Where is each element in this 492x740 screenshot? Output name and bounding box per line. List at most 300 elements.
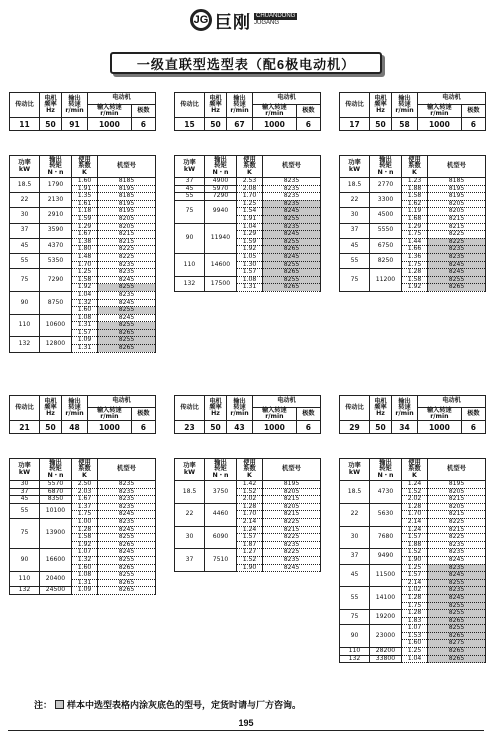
torque-header: 输出 转矩 N・n	[40, 459, 72, 481]
torque-cell: 5550	[370, 223, 402, 238]
power-cell: 75	[340, 269, 370, 292]
factor-cell: 1.30	[237, 261, 263, 269]
ratio-value: 23	[175, 421, 205, 434]
table-row	[10, 178, 156, 186]
model-cell: 8225	[263, 518, 321, 526]
factor-cell: 1.28	[72, 526, 98, 534]
poles-value: 6	[296, 118, 320, 131]
model-cell: 8235	[98, 261, 156, 269]
poles-value: 6	[296, 421, 320, 434]
torque-cell: 11940	[205, 223, 237, 253]
power-cell: 18.5	[340, 481, 370, 504]
power-cell: 22	[340, 503, 370, 526]
factor-cell: 1.52	[402, 488, 428, 496]
factor-cell: 1.88	[402, 541, 428, 549]
in-speed-value: 1000	[88, 118, 132, 131]
torque-cell: 3590	[40, 223, 72, 238]
spec-table	[9, 92, 156, 131]
power-cell: 90	[340, 625, 370, 648]
factor-cell: 1.57	[237, 534, 263, 542]
factor-cell: 1.75	[402, 602, 428, 610]
motor-header: 电动机	[418, 396, 486, 408]
model-header: 机型号	[98, 459, 156, 481]
in-speed-value: 1000	[88, 421, 132, 434]
factor-header: 使用 系数 K	[402, 459, 428, 481]
model-block	[174, 155, 321, 292]
factor-cell: 1.24	[402, 481, 428, 489]
spec-table	[174, 395, 321, 434]
torque-cell: 7680	[370, 526, 402, 549]
power-cell: 45	[340, 238, 370, 253]
motor-header: 电动机	[88, 396, 156, 408]
factor-cell: 1.90	[402, 556, 428, 564]
torque-cell: 11500	[370, 564, 402, 587]
in-speed-header: 输入转速 r/min	[418, 105, 462, 118]
model-header: 机型号	[263, 156, 321, 178]
model-cell: 8265	[98, 564, 156, 572]
power-header: 功率 kW	[340, 156, 370, 178]
factor-cell: 1.29	[72, 223, 98, 231]
table-row	[10, 253, 156, 261]
factor-cell: 1.32	[72, 556, 98, 564]
factor-cell: 1.58	[402, 193, 428, 201]
model-cell: 8215	[428, 215, 486, 223]
model-cell: 8205	[98, 223, 156, 231]
poles-header: 极数	[131, 105, 155, 118]
factor-header: 使用 系数 K	[237, 459, 263, 481]
power-cell: 37	[175, 178, 205, 186]
factor-cell: 1.61	[72, 200, 98, 208]
model-cell: 8255	[98, 556, 156, 564]
torque-cell: 10600	[40, 314, 72, 337]
factor-cell: 1.80	[72, 246, 98, 254]
brand-name-en	[254, 13, 297, 27]
model-cell: 8255	[98, 572, 156, 580]
model-cell: 8235	[98, 291, 156, 299]
torque-cell: 6870	[40, 488, 72, 496]
torque-cell: 4900	[205, 178, 237, 186]
ratio-value: 17	[340, 118, 370, 131]
model-cell: 8215	[428, 526, 486, 534]
model-cell: 8235	[428, 253, 486, 261]
brand-en-bottom: JUGANG	[254, 20, 280, 26]
factor-cell: 1.91	[237, 215, 263, 223]
model-cell: 8255	[98, 534, 156, 542]
power-header: 功率 kW	[175, 459, 205, 481]
torque-cell: 3300	[370, 193, 402, 208]
factor-cell: 2.03	[72, 488, 98, 496]
out-speed-value: 67	[227, 118, 253, 131]
torque-cell: 14100	[370, 587, 402, 610]
model-cell: 8195	[98, 208, 156, 216]
brand-mark-text: JG	[193, 14, 209, 26]
factor-cell: 1.19	[402, 208, 428, 216]
model-cell: 8195	[98, 200, 156, 208]
model-cell: 8205	[428, 503, 486, 511]
factor-cell: 1.75	[402, 261, 428, 269]
factor-cell: 1.92	[72, 284, 98, 292]
model-table	[174, 458, 321, 572]
ratio-header: 传动比	[175, 396, 205, 421]
in-speed-header: 输入转速 r/min	[253, 408, 297, 421]
model-cell: 8185	[98, 178, 156, 186]
model-cell: 8205	[263, 488, 321, 496]
model-cell: 8225	[428, 231, 486, 239]
factor-cell: 1.62	[402, 200, 428, 208]
poles-header: 极数	[461, 105, 485, 118]
torque-cell: 4370	[40, 238, 72, 253]
factor-cell: 1.38	[72, 238, 98, 246]
factor-cell: 2.14	[402, 579, 428, 587]
poles-value: 6	[461, 421, 485, 434]
ratio-header: 传动比	[340, 396, 370, 421]
power-cell: 55	[340, 587, 370, 610]
model-cell: 8245	[98, 549, 156, 557]
power-cell: 132	[10, 337, 40, 352]
torque-cell: 5630	[370, 503, 402, 526]
factor-cell: 2.14	[237, 518, 263, 526]
model-cell: 8255	[428, 276, 486, 284]
model-table	[9, 458, 156, 595]
freq-value: 50	[40, 118, 62, 131]
model-cell: 8255	[428, 579, 486, 587]
factor-cell: 1.07	[72, 549, 98, 557]
factor-cell: 1.35	[72, 193, 98, 201]
factor-cell: 1.57	[402, 572, 428, 580]
model-cell: 8235	[98, 269, 156, 277]
factor-cell: 1.00	[72, 518, 98, 526]
out-speed-header: 输出 转速 r/min	[62, 93, 88, 118]
factor-cell: 1.07	[402, 625, 428, 633]
model-cell: 8235	[98, 518, 156, 526]
factor-cell: 1.92	[72, 541, 98, 549]
power-cell: 30	[10, 481, 40, 489]
model-cell: 8235	[263, 223, 321, 231]
factor-cell: 1.28	[402, 503, 428, 511]
ratio-header: 传动比	[340, 93, 370, 118]
torque-cell: 1790	[40, 178, 72, 193]
in-speed-header: 输入转速 r/min	[88, 408, 132, 421]
model-cell: 8235	[428, 549, 486, 557]
torque-cell: 4730	[370, 481, 402, 504]
factor-cell: 1.67	[72, 496, 98, 504]
model-cell: 8275	[428, 640, 486, 648]
model-cell: 8265	[98, 541, 156, 549]
torque-header: 输出 转矩 N・n	[40, 156, 72, 178]
power-cell: 110	[10, 572, 40, 587]
in-speed-value: 1000	[418, 118, 462, 131]
model-cell: 8245	[428, 261, 486, 269]
spec-table	[339, 395, 486, 434]
factor-cell: 1.25	[402, 564, 428, 572]
power-cell: 37	[10, 488, 40, 496]
torque-cell: 5570	[40, 481, 72, 489]
power-cell: 75	[340, 610, 370, 625]
factor-cell: 1.37	[72, 503, 98, 511]
freq-header: 电机 频率 Hz	[370, 396, 392, 421]
factor-cell: 1.02	[402, 587, 428, 595]
freq-value: 50	[370, 421, 392, 434]
factor-cell: 1.59	[72, 215, 98, 223]
motor-header: 电动机	[253, 93, 321, 105]
model-block	[339, 458, 486, 663]
power-cell: 45	[10, 238, 40, 253]
model-cell: 8265	[263, 246, 321, 254]
factor-cell: 1.54	[237, 208, 263, 216]
brand-logo	[190, 8, 320, 32]
power-cell: 45	[175, 185, 205, 193]
factor-cell: 1.25	[72, 269, 98, 277]
model-header: 机型号	[263, 459, 321, 481]
power-cell: 55	[175, 193, 205, 201]
factor-cell: 1.59	[237, 238, 263, 246]
out-speed-header: 输出 转速 r/min	[62, 396, 88, 421]
factor-cell: 2.50	[72, 481, 98, 489]
model-cell: 8235	[98, 488, 156, 496]
table-row	[175, 481, 321, 489]
model-block	[339, 155, 486, 292]
factor-cell: 2.08	[237, 185, 263, 193]
torque-header: 输出 转矩 N・n	[205, 156, 237, 178]
model-cell: 8215	[98, 238, 156, 246]
poles-header: 极数	[296, 408, 320, 421]
poles-header: 极数	[131, 408, 155, 421]
power-cell: 90	[10, 549, 40, 572]
model-cell: 8235	[263, 178, 321, 186]
model-cell: 8255	[98, 322, 156, 330]
power-cell: 110	[340, 648, 370, 656]
torque-cell: 12800	[40, 337, 72, 352]
model-cell: 8245	[98, 276, 156, 284]
model-cell: 8195	[428, 185, 486, 193]
footnote-text: 样本中选型表格内涂灰底色的型号，定货时请与厂方咨询。	[67, 700, 302, 710]
spec-block	[174, 92, 321, 131]
freq-header: 电机 频率 Hz	[205, 93, 227, 118]
power-cell: 110	[175, 253, 205, 276]
factor-cell: 1.57	[402, 534, 428, 542]
factor-cell: 1.57	[237, 269, 263, 277]
torque-cell: 4500	[370, 208, 402, 223]
model-cell: 8255	[98, 307, 156, 315]
factor-cell: 1.88	[402, 185, 428, 193]
model-header: 机型号	[98, 156, 156, 178]
model-cell: 8235	[98, 481, 156, 489]
model-cell: 8265	[428, 648, 486, 656]
ratio-value: 29	[340, 421, 370, 434]
power-cell: 30	[10, 208, 40, 223]
factor-cell: 1.36	[402, 253, 428, 261]
power-cell: 18.5	[10, 178, 40, 193]
model-cell: 8265	[98, 579, 156, 587]
factor-cell: 1.24	[402, 526, 428, 534]
model-cell: 8265	[263, 269, 321, 277]
model-cell: 8255	[98, 337, 156, 345]
power-header: 功率 kW	[340, 459, 370, 481]
torque-cell: 33800	[370, 655, 402, 663]
out-speed-header: 输出 转速 r/min	[227, 93, 253, 118]
page-title: 一级直联型选型表（配6极电动机）	[110, 52, 382, 74]
model-header: 机型号	[428, 156, 486, 178]
in-speed-header: 输入转速 r/min	[88, 105, 132, 118]
factor-cell: 1.28	[402, 610, 428, 618]
model-cell: 8245	[428, 572, 486, 580]
model-table	[339, 155, 486, 292]
model-cell: 8245	[263, 231, 321, 239]
freq-value: 50	[205, 421, 227, 434]
torque-cell: 19200	[370, 610, 402, 625]
factor-cell: 1.75	[72, 511, 98, 519]
factor-cell: 2.02	[237, 496, 263, 504]
model-cell: 8245	[98, 299, 156, 307]
model-table	[9, 155, 156, 353]
factor-cell: 1.83	[402, 617, 428, 625]
brand-mark-icon	[190, 9, 212, 31]
power-cell: 90	[175, 223, 205, 253]
model-cell: 8195	[263, 481, 321, 489]
factor-cell: 1.92	[402, 284, 428, 292]
spec-block	[9, 92, 156, 131]
out-speed-header: 输出 转速 r/min	[392, 93, 418, 118]
model-cell: 8245	[428, 556, 486, 564]
model-block	[9, 458, 156, 595]
ratio-value: 11	[10, 118, 40, 131]
factor-cell: 1.18	[72, 208, 98, 216]
power-cell: 30	[340, 208, 370, 223]
ratio-value: 21	[10, 421, 40, 434]
model-cell: 8215	[263, 526, 321, 534]
model-cell: 8205	[263, 503, 321, 511]
model-cell: 8245	[263, 253, 321, 261]
power-cell: 22	[175, 503, 205, 526]
factor-cell: 1.09	[72, 587, 98, 595]
in-speed-header: 输入转速 r/min	[253, 105, 297, 118]
torque-header: 输出 转矩 N・n	[205, 459, 237, 481]
torque-cell: 7510	[205, 549, 237, 572]
torque-cell: 2770	[370, 178, 402, 193]
factor-cell: 1.25	[237, 200, 263, 208]
power-cell: 55	[10, 253, 40, 268]
factor-cell: 1.75	[402, 231, 428, 239]
factor-cell: 1.23	[402, 178, 428, 186]
model-cell: 8265	[428, 632, 486, 640]
torque-cell: 3750	[205, 481, 237, 504]
factor-cell: 2.02	[402, 496, 428, 504]
torque-cell: 8750	[40, 291, 72, 314]
torque-cell: 6750	[370, 238, 402, 253]
table-row	[10, 587, 156, 595]
footnote	[34, 698, 301, 711]
factor-cell: 1.28	[402, 269, 428, 277]
model-cell: 8255	[428, 610, 486, 618]
model-cell: 8255	[263, 215, 321, 223]
power-cell: 18.5	[340, 178, 370, 193]
model-cell: 8245	[428, 594, 486, 602]
model-cell: 8205	[428, 200, 486, 208]
footnote-prefix: 注：	[34, 700, 53, 710]
power-cell: 45	[340, 564, 370, 587]
model-table	[339, 458, 486, 663]
table-row	[10, 518, 156, 526]
power-header: 功率 kW	[175, 156, 205, 178]
table-row	[175, 253, 321, 261]
torque-cell: 24500	[40, 587, 72, 595]
torque-cell: 16600	[40, 549, 72, 572]
model-cell: 8225	[98, 246, 156, 254]
out-speed-value: 58	[392, 118, 418, 131]
page-number: 195	[238, 718, 254, 728]
power-cell: 30	[340, 526, 370, 549]
model-cell: 8215	[428, 496, 486, 504]
model-cell: 8195	[428, 193, 486, 201]
model-cell: 8235	[263, 541, 321, 549]
factor-cell: 1.04	[72, 291, 98, 299]
torque-cell: 11200	[370, 269, 402, 292]
torque-cell: 6090	[205, 526, 237, 549]
model-cell: 8245	[263, 208, 321, 216]
factor-cell: 1.53	[402, 632, 428, 640]
model-cell: 8265	[428, 617, 486, 625]
power-header: 功率 kW	[10, 459, 40, 481]
factor-cell: 1.08	[72, 314, 98, 322]
factor-cell: 1.58	[402, 276, 428, 284]
model-cell: 8215	[98, 231, 156, 239]
model-cell: 8235	[263, 193, 321, 201]
motor-header: 电动机	[418, 93, 486, 105]
model-cell: 8225	[263, 549, 321, 557]
model-cell: 8205	[428, 208, 486, 216]
factor-cell: 1.31	[72, 322, 98, 330]
out-speed-value: 91	[62, 118, 88, 131]
table-row	[340, 178, 486, 186]
spec-block	[339, 92, 486, 131]
factor-cell: 1.58	[72, 276, 98, 284]
factor-cell: 1.52	[402, 549, 428, 557]
model-cell: 8255	[98, 284, 156, 292]
model-table	[174, 155, 321, 292]
torque-cell: 17500	[205, 276, 237, 291]
model-block	[174, 458, 321, 572]
model-cell: 8245	[98, 526, 156, 534]
model-cell: 8185	[428, 178, 486, 186]
power-cell: 75	[10, 269, 40, 292]
factor-cell: 2.14	[402, 518, 428, 526]
brand-en-top: CHUANDONG	[256, 13, 296, 19]
model-cell: 8215	[263, 496, 321, 504]
power-cell: 37	[340, 223, 370, 238]
torque-cell: 20400	[40, 572, 72, 587]
poles-value: 6	[131, 118, 155, 131]
factor-cell: 1.60	[72, 307, 98, 315]
power-cell: 132	[340, 655, 370, 663]
torque-cell: 7290	[40, 269, 72, 292]
power-cell: 37	[340, 549, 370, 564]
factor-cell: 1.52	[237, 488, 263, 496]
torque-cell: 9490	[370, 549, 402, 564]
motor-header: 电动机	[88, 93, 156, 105]
model-cell: 8225	[428, 534, 486, 542]
freq-value: 50	[370, 118, 392, 131]
model-header: 机型号	[428, 459, 486, 481]
model-cell: 8185	[98, 193, 156, 201]
torque-cell: 4460	[205, 503, 237, 526]
factor-cell: 1.66	[402, 246, 428, 254]
model-cell: 8235	[263, 185, 321, 193]
model-cell: 8215	[428, 511, 486, 519]
factor-header: 使用 系数 K	[237, 156, 263, 178]
torque-cell: 23000	[370, 625, 402, 648]
poles-value: 6	[461, 118, 485, 131]
factor-cell: 1.52	[237, 556, 263, 564]
